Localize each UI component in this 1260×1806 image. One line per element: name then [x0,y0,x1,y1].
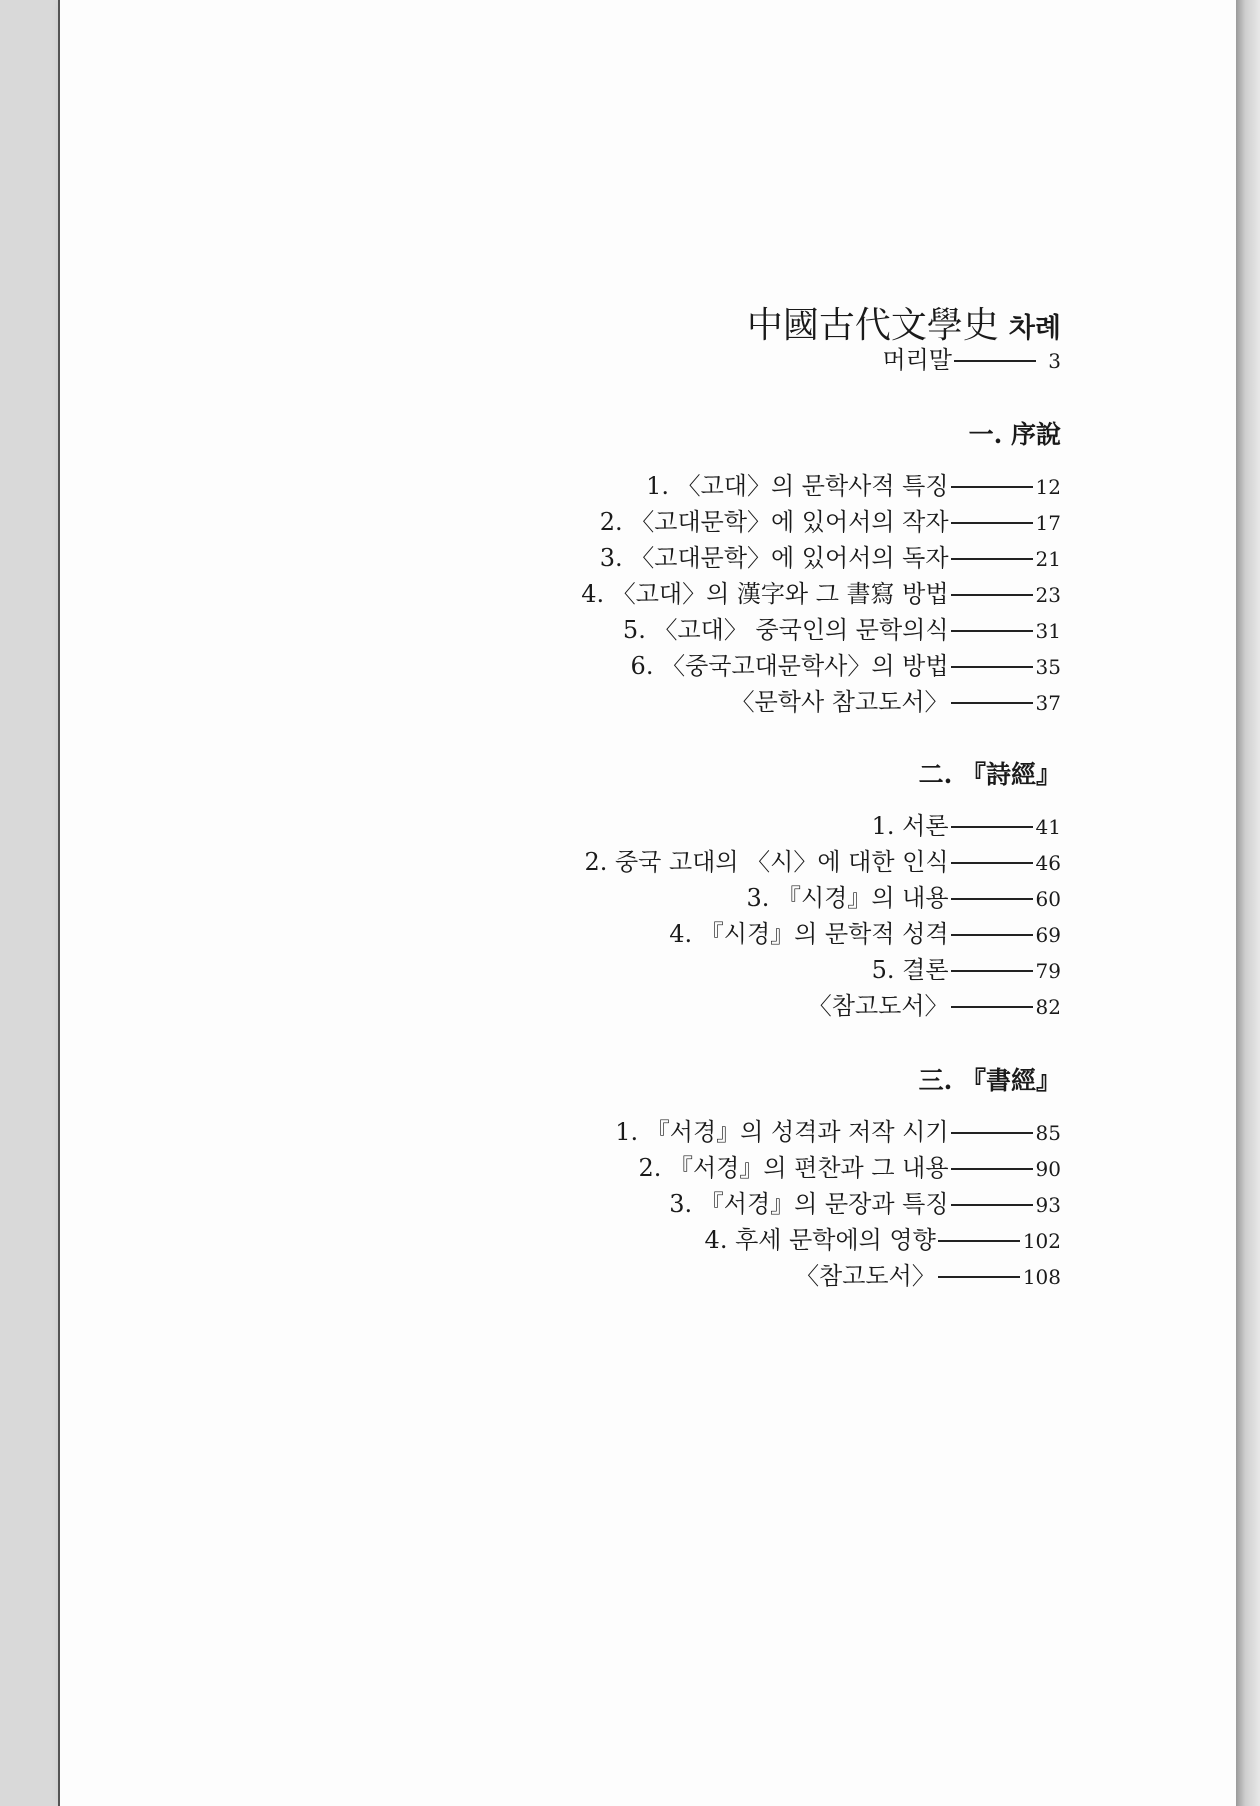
toc-entry [669,1188,1061,1221]
leader-line [951,702,1033,704]
toc-label: 4. 〈고대〉의 漢字와 그 書寫 방법 [581,580,949,608]
toc-label: 1. 『서경』의 성격과 저작 시기 [615,1118,949,1146]
toc-page: 102 [1022,1229,1061,1253]
title-main: 中國古代文學史 [746,305,999,346]
toc-page: 93 [1035,1193,1061,1217]
toc-label: 2. 〈고대문학〉에 있어서의 작자 [599,508,949,536]
leader-line [951,862,1033,864]
toc-page: 31 [1035,619,1061,643]
toc-page: 21 [1035,547,1061,571]
toc-entry [638,1152,1061,1185]
toc-page: 17 [1035,511,1061,535]
toc-label: 3. 『서경』의 문장과 특징 [669,1190,949,1218]
toc-label: 3. 『시경』의 내용 [746,884,949,912]
toc-page: 46 [1035,851,1061,875]
toc-label: 1. 서론 [871,812,949,840]
toc-label: 2. 중국 고대의 〈시〉에 대한 인식 [584,848,949,876]
leader-line [951,1132,1033,1134]
toc-label: 머리말 [882,346,952,374]
toc-label: 5. 결론 [871,956,949,984]
toc-label: 1. 〈고대〉의 문학사적 특징 [646,472,949,500]
leader-line [951,1006,1033,1008]
leader-line [951,934,1033,936]
leader-line [951,898,1033,900]
toc-label: 〈참고도서〉 [807,992,949,1020]
toc-entry [669,918,1061,951]
toc-entry [872,810,1061,843]
toc-page: 85 [1035,1121,1061,1145]
toc-page: 69 [1035,923,1061,947]
section-heading-2: 二. 『詩經』 [918,760,1061,789]
leader-line [951,558,1033,560]
toc-page: 35 [1035,655,1061,679]
toc-page: 37 [1035,691,1061,715]
toc-page: 23 [1035,583,1061,607]
toc-page: 90 [1035,1157,1061,1181]
toc-label: 6. 〈중국고대문학사〉의 방법 [630,652,949,680]
toc-entry [600,542,1061,575]
toc-entry [808,990,1061,1023]
toc-label: 3. 〈고대문학〉에 있어서의 독자 [599,544,949,572]
leader-line [951,630,1033,632]
toc-label: 〈문학사 참고도서〉 [730,688,949,716]
leader-line [951,970,1033,972]
section-heading-1: 一. 序說 [968,420,1061,449]
toc-entry [600,506,1061,539]
toc-label: 4. 『시경』의 문학적 성격 [669,920,949,948]
toc-page: 108 [1022,1265,1061,1289]
toc-page: 79 [1035,959,1061,983]
toc-page: 41 [1035,815,1061,839]
leader-line [951,594,1033,596]
book-page [58,0,1236,1806]
toc-page: 82 [1035,995,1061,1019]
toc-entry [631,650,1061,683]
title-sub: 차례 [1008,313,1061,344]
toc-entry-preface [882,344,1061,377]
leader-line [951,486,1033,488]
leader-line [938,1240,1020,1242]
leader-line [938,1276,1020,1278]
toc-page: 12 [1035,475,1061,499]
page-edge-shadow [1236,0,1260,1806]
leader-line [951,666,1033,668]
toc-entry [731,686,1061,719]
toc-label: 〈참고도서〉 [795,1262,936,1290]
toc-entry [872,954,1061,987]
leader-line [951,826,1033,828]
leader-line [951,1168,1033,1170]
toc-entry [795,1260,1061,1293]
leader-line [954,360,1036,362]
section-heading-3: 三. 『書經』 [918,1066,1061,1095]
toc-label: 5. 〈고대〉 중국인의 문학의식 [622,616,949,644]
toc-label: 4. 후세 문학에의 영향 [704,1226,936,1254]
toc-label: 2. 『서경』의 편찬과 그 내용 [638,1154,949,1182]
toc-page: 3 [1048,349,1061,373]
toc-page: 60 [1035,887,1061,911]
toc-entry [746,882,1061,915]
toc-entry [646,470,1061,503]
toc-entry [584,846,1061,879]
toc-entry [705,1224,1061,1257]
toc-entry [581,578,1061,611]
toc-entry [615,1116,1061,1149]
leader-line [951,1204,1033,1206]
leader-line [951,522,1033,524]
toc-entry [623,614,1061,647]
